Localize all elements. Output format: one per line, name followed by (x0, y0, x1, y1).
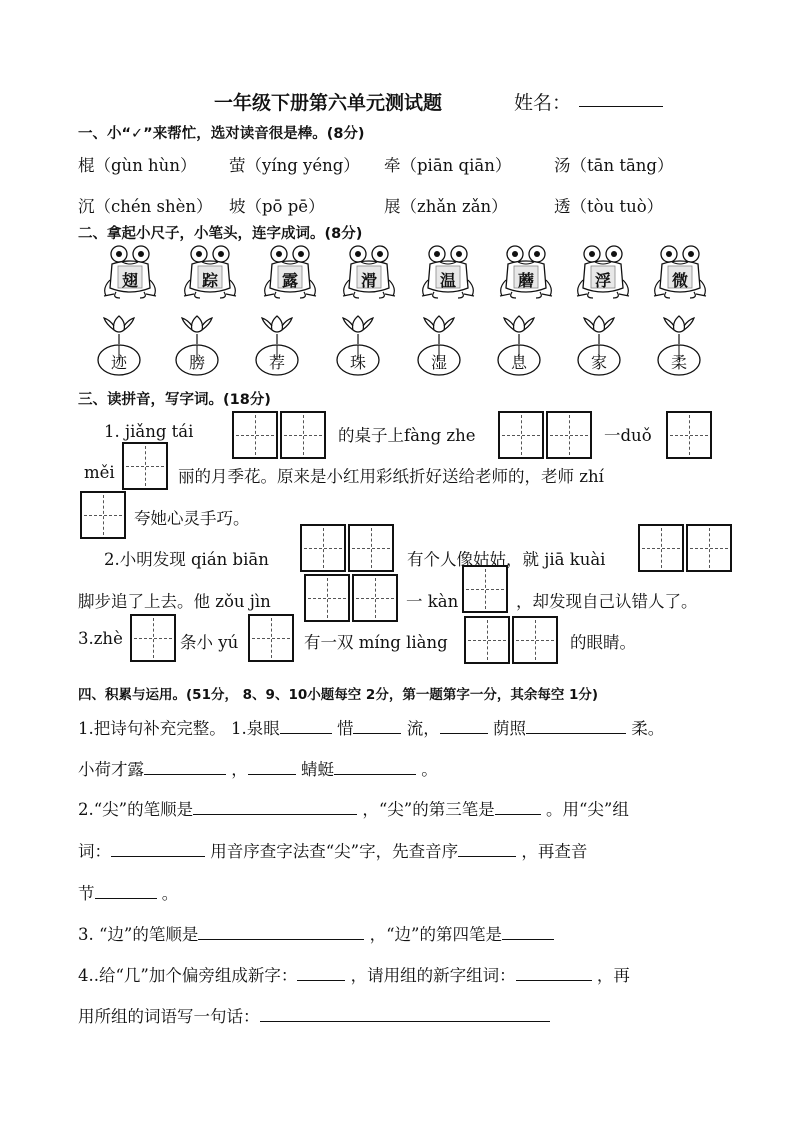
frog-character-card[interactable] (420, 244, 476, 300)
answer-blank[interactable] (334, 758, 416, 775)
answer-blank[interactable] (353, 717, 401, 734)
frog-character: 蘑 (517, 271, 534, 290)
pinyin-choice-2[interactable]: 萤（yíng yéng） (229, 156, 360, 175)
q4-3-line (78, 921, 554, 945)
q4-1-text-b: 惜 (336, 719, 354, 738)
lotus-character: 湿 (430, 353, 447, 372)
q4-1-text-h: 蜻蜓 (301, 760, 334, 779)
answer-blank[interactable] (248, 758, 296, 775)
lotus-character-card[interactable] (654, 314, 704, 378)
q4-1-text-f: 小荷才露 (78, 760, 144, 779)
page-title: 一年级下册第六单元测试题 (214, 92, 443, 114)
lotus-character-card[interactable] (94, 314, 144, 378)
writing-box[interactable] (666, 411, 712, 459)
answer-blank[interactable] (526, 717, 626, 734)
frog-character: 温 (439, 271, 456, 290)
q4-2-line1 (78, 796, 629, 820)
q3-2-text-e: ，却发现自己认错人了。 (516, 592, 698, 611)
frog-character-card[interactable] (262, 244, 318, 300)
lotus-character: 珠 (349, 353, 366, 372)
q4-1-text-e: 柔。 (631, 719, 665, 738)
answer-blank[interactable] (297, 964, 345, 981)
answer-blank[interactable] (440, 717, 488, 734)
writing-box[interactable] (348, 524, 394, 572)
writing-box[interactable] (232, 411, 278, 459)
q3-1-text-d: měi (84, 463, 115, 482)
q4-3-text-b: ，“边”的第四笔是 (369, 925, 502, 944)
writing-box[interactable] (300, 524, 346, 572)
pinyin-choice-7[interactable]: 展（zhǎn zǎn） (384, 197, 508, 216)
writing-box[interactable] (462, 565, 508, 613)
q4-4-line1 (78, 962, 630, 986)
q4-4-text-c: ，再 (596, 966, 630, 985)
writing-box[interactable] (512, 616, 558, 664)
q3-1-text-b: 的桌子上fàng zhe (338, 426, 476, 445)
q4-2-text-d: 词： (78, 842, 111, 861)
lotus-character: 迹 (110, 353, 127, 372)
answer-blank[interactable] (95, 882, 157, 899)
lotus-character: 膀 (188, 353, 205, 372)
q3-2-text-a: 2.小明发现 qián biān (104, 550, 269, 569)
section2-heading: 二、拿起小尺子，小笔头，连字成词。(8分) (78, 226, 363, 242)
frog-character-card[interactable] (341, 244, 397, 300)
lotus-character-card[interactable] (494, 314, 544, 378)
answer-blank[interactable] (502, 923, 554, 940)
frog-character: 微 (671, 271, 688, 290)
writing-box[interactable] (498, 411, 544, 459)
q4-4-text-d: 用所组的词语写一句话： (78, 1007, 260, 1026)
lotus-character: 柔 (670, 353, 687, 372)
q4-1-text-c: 流， (406, 719, 440, 738)
q3-3-text-a: 3.zhè (78, 629, 123, 648)
writing-box[interactable] (464, 616, 510, 664)
pinyin-choice-8[interactable]: 透（tòu tuò） (554, 197, 664, 216)
frog-character: 翅 (121, 271, 138, 290)
answer-blank[interactable] (193, 798, 357, 815)
q3-1-text-c: 一duǒ (604, 426, 652, 445)
lotus-character: 荐 (268, 353, 285, 372)
q4-2-text-a: 2.“尖”的笔顺是 (78, 800, 194, 819)
q4-1-text-a: 1.把诗句补充完整。 1.泉眼 (78, 719, 280, 738)
section3-heading: 三、读拼音，写字词。(18分) (78, 392, 271, 408)
pinyin-choice-6[interactable]: 坡（pō pē） (229, 197, 325, 216)
name-field[interactable] (579, 84, 663, 107)
writing-box[interactable] (638, 524, 684, 572)
q4-2-text-f: ，再查音 (521, 842, 588, 861)
q3-3-text-c: 有一双 míng liàng (304, 633, 448, 652)
answer-blank[interactable] (495, 798, 541, 815)
writing-box[interactable] (352, 574, 398, 622)
name-label: 姓名： (514, 92, 572, 114)
answer-blank[interactable] (198, 923, 364, 940)
q3-1-text-e: 丽的月季花。原来是小红用彩纸折好送给老师的，老师 zhí (178, 467, 604, 486)
writing-box[interactable] (248, 614, 294, 662)
writing-box[interactable] (130, 614, 176, 662)
q4-1-text-g: ， (231, 760, 248, 779)
answer-blank[interactable] (260, 1005, 550, 1022)
frog-character-card[interactable] (575, 244, 631, 300)
q4-2-text-e: 用音序查字法查“尖”字，先查音序 (210, 842, 459, 861)
q4-2-text-h: 。 (161, 884, 179, 903)
answer-blank[interactable] (280, 717, 332, 734)
q4-4-line2 (78, 1003, 550, 1027)
q3-3-text-b: 条小 yú (180, 633, 239, 652)
answer-blank[interactable] (111, 840, 205, 857)
q4-1-line2 (78, 756, 438, 780)
answer-blank[interactable] (458, 840, 516, 857)
lotus-character-card[interactable] (333, 314, 383, 378)
pinyin-choice-4[interactable]: 汤（tān tāng） (554, 156, 674, 175)
q3-2-text-c: 脚步追了上去。他 zǒu jìn (78, 592, 271, 611)
pinyin-choice-1[interactable]: 棍（gùn hùn） (78, 156, 197, 175)
q4-1-text-d: 荫照 (492, 719, 526, 738)
q4-3-text-a: 3. “边”的笔顺是 (78, 925, 199, 944)
q4-1-line1 (78, 715, 664, 739)
q4-2-text-b: ，“尖”的第三笔是 (362, 800, 495, 819)
q3-3-text-d: 的眼睛。 (570, 633, 636, 652)
section1-heading: 一、小“✓”来帮忙，选对读音很是棒。(8分) (78, 126, 365, 142)
lotus-character: 家 (590, 353, 607, 372)
frog-character-card[interactable] (498, 244, 554, 300)
pinyin-choice-5[interactable]: 沉（chén shèn） (78, 197, 213, 216)
writing-box[interactable] (546, 411, 592, 459)
lotus-character-card[interactable] (172, 314, 222, 378)
q4-4-text-a: 4..给“几”加个偏旁组成新字： (78, 966, 298, 985)
q4-2-line3 (78, 880, 178, 904)
lotus-character-card[interactable] (252, 314, 302, 378)
writing-box[interactable] (686, 524, 732, 572)
frog-character-card[interactable] (652, 244, 708, 300)
q4-2-line2 (78, 838, 587, 862)
frog-character: 滑 (360, 271, 377, 290)
lotus-character: 息 (510, 353, 527, 372)
frog-character: 露 (281, 271, 298, 290)
writing-box[interactable] (304, 574, 350, 622)
frog-character-card[interactable] (182, 244, 238, 300)
lotus-character-card[interactable] (414, 314, 464, 378)
q3-2-text-d: 一 kàn (406, 592, 459, 611)
q3-2-text-b: 有个人像姑姑，就 jiā kuài (407, 550, 606, 569)
writing-box[interactable] (80, 491, 126, 539)
q4-2-text-g: 节 (78, 884, 95, 903)
writing-box[interactable] (122, 442, 168, 490)
q3-1-pinyin-a: 1. jiǎng tái (104, 422, 194, 441)
answer-blank[interactable] (516, 964, 592, 981)
q4-1-text-i: 。 (421, 760, 438, 779)
section4-heading: 四、积累与运用。(51分， 8、9、10小题每空 2分，第一题第字一分，其余每空 1分) (78, 687, 599, 703)
frog-character: 浮 (594, 271, 611, 290)
frog-character: 踪 (201, 271, 218, 290)
answer-blank[interactable] (144, 758, 226, 775)
pinyin-choice-3[interactable]: 牵（piān qiān） (384, 156, 512, 175)
writing-box[interactable] (280, 411, 326, 459)
frog-character-card[interactable] (102, 244, 158, 300)
q4-4-text-b: ，请用组的新字组词： (350, 966, 516, 985)
lotus-character-card[interactable] (574, 314, 624, 378)
q3-1-text-f: 夸她心灵手巧。 (134, 509, 250, 528)
q4-2-text-c: 。用“尖”组 (546, 800, 629, 819)
